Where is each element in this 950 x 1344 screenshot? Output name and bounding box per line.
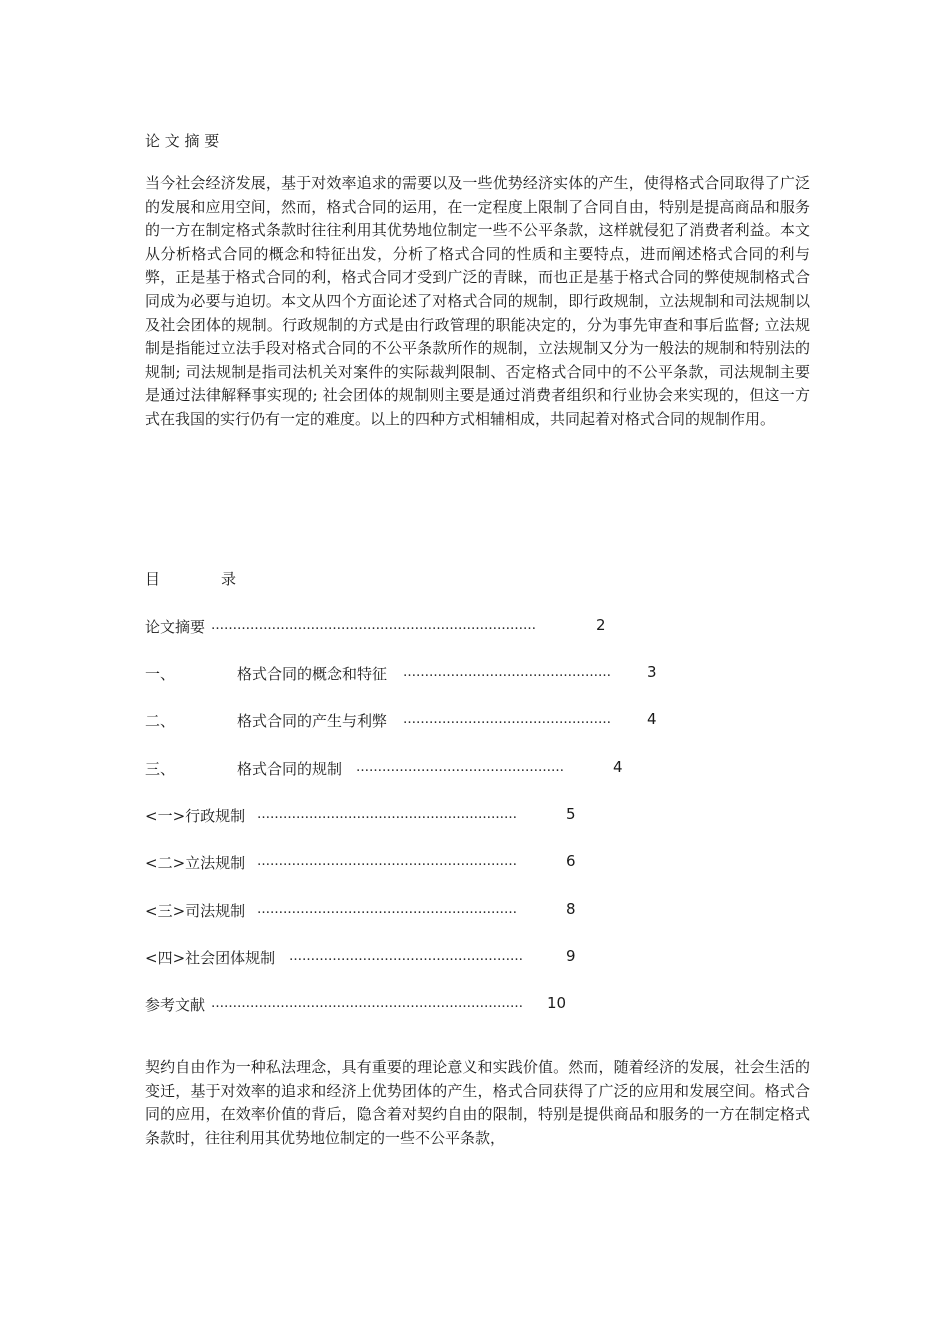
toc-entry-label: <四>社会团体规制	[145, 949, 276, 967]
toc-page-number: 8	[566, 900, 576, 918]
toc-page-number: 6	[566, 852, 576, 870]
toc-entry-label: 格式合同的产生与利弊	[237, 712, 388, 730]
toc-leader-dots: ……………………………………………………	[257, 854, 517, 869]
toc-leader-dots: …………………………………………	[403, 712, 611, 727]
toc-page-number: 5	[566, 805, 576, 823]
toc-entry-label: 参考文献	[145, 996, 206, 1014]
toc-title-char-2: 录	[221, 570, 237, 588]
toc-entry-number: 一、	[145, 665, 176, 683]
toc-entry-label: 格式合同的规制	[237, 760, 343, 778]
toc-leader-dots: ……………………………………………………	[257, 902, 517, 917]
toc-entry-label: 论文摘要	[145, 618, 206, 636]
toc-entry-number: 三、	[145, 760, 176, 778]
toc-entry-label: <三>司法规制	[145, 902, 246, 920]
toc-entry-label: <二>立法规制	[145, 854, 246, 872]
toc-page-number: 2	[596, 616, 606, 634]
body-paragraph: 契约自由作为一种私法理念，具有重要的理论意义和实践价值。然而，随着经济的发展，社会生活的变迁，基于对效率的追求和经济上优势团体的产生，格式合同获得了广泛的应用和发展空间。格式合同的应用，在效率价值的背后，隐含着对契约自由的限制，特别是提供商品和服务的一方在制定格式条款时，往往利用其优势地位制定的一些不公平条款，	[145, 1058, 810, 1147]
toc-leader-dots: …………………………………………	[356, 760, 564, 775]
toc-title-char-1: 目	[145, 570, 161, 588]
toc-leader-dots: ………………………………………………………………	[211, 996, 523, 1011]
toc-leader-dots: …………………………………………………………………	[211, 618, 536, 633]
toc-entry-number: 二、	[145, 712, 176, 730]
toc-page-number: 10	[547, 994, 567, 1012]
toc-page-number: 3	[647, 663, 657, 681]
toc-page-number: 9	[566, 947, 576, 965]
abstract-body: 当今社会经济发展，基于对效率追求的需要以及一些优势经济实体的产生，使得格式合同取得了广泛的发展和应用空间，然而，格式合同的运用，在一定程度上限制了合同自由，特别是提高商品和服务的一方在制定格式条款时往往利用其优势地位制定一些不公平条款，这样就侵犯了消费者利益。本文从分析格式合同的概念和特征出发，分析了格式合同的性质和主要特点，进而阐述格式合同的利与弊，正是基于格式合同的利，格式合同才受到广泛的青睐，而也正是基于格式合同的弊使规制格式合同成为必要与迫切。本文从四个方面论述了对格式合同的规制，即行政规制，立法规制和司法规制以及社会团体的规制。行政规制的方式是由行政管理的职能决定的，分为事先审查和事后监督; 立法规制是指能过立法手段对格式合同的不公平条款所作的规制，立法规制又分为一般法的规制和特别法的规制; 司法规制是指司法机关对案件的实际裁判限制、否定格式合同中的不公平条款，司法规制主要是通过法律解释事实现的; 社会团体的规制则主要是通过消费者组织和行业协会来实现的，但这一方式在我国的实行仍有一定的难度。以上的四种方式相辅相成，共同起着对格式合同的规制作用。	[145, 174, 810, 428]
abstract-title: 论 文 摘 要	[145, 132, 220, 150]
toc-leader-dots: …………………………………………	[403, 665, 611, 680]
toc-page-number: 4	[613, 758, 623, 776]
toc-entry-label: <一>行政规制	[145, 807, 246, 825]
toc-leader-dots: ……………………………………………………	[257, 807, 517, 822]
toc-leader-dots: ………………………………………………	[289, 949, 523, 964]
toc-page-number: 4	[647, 710, 657, 728]
toc-entry-label: 格式合同的概念和特征	[237, 665, 388, 683]
